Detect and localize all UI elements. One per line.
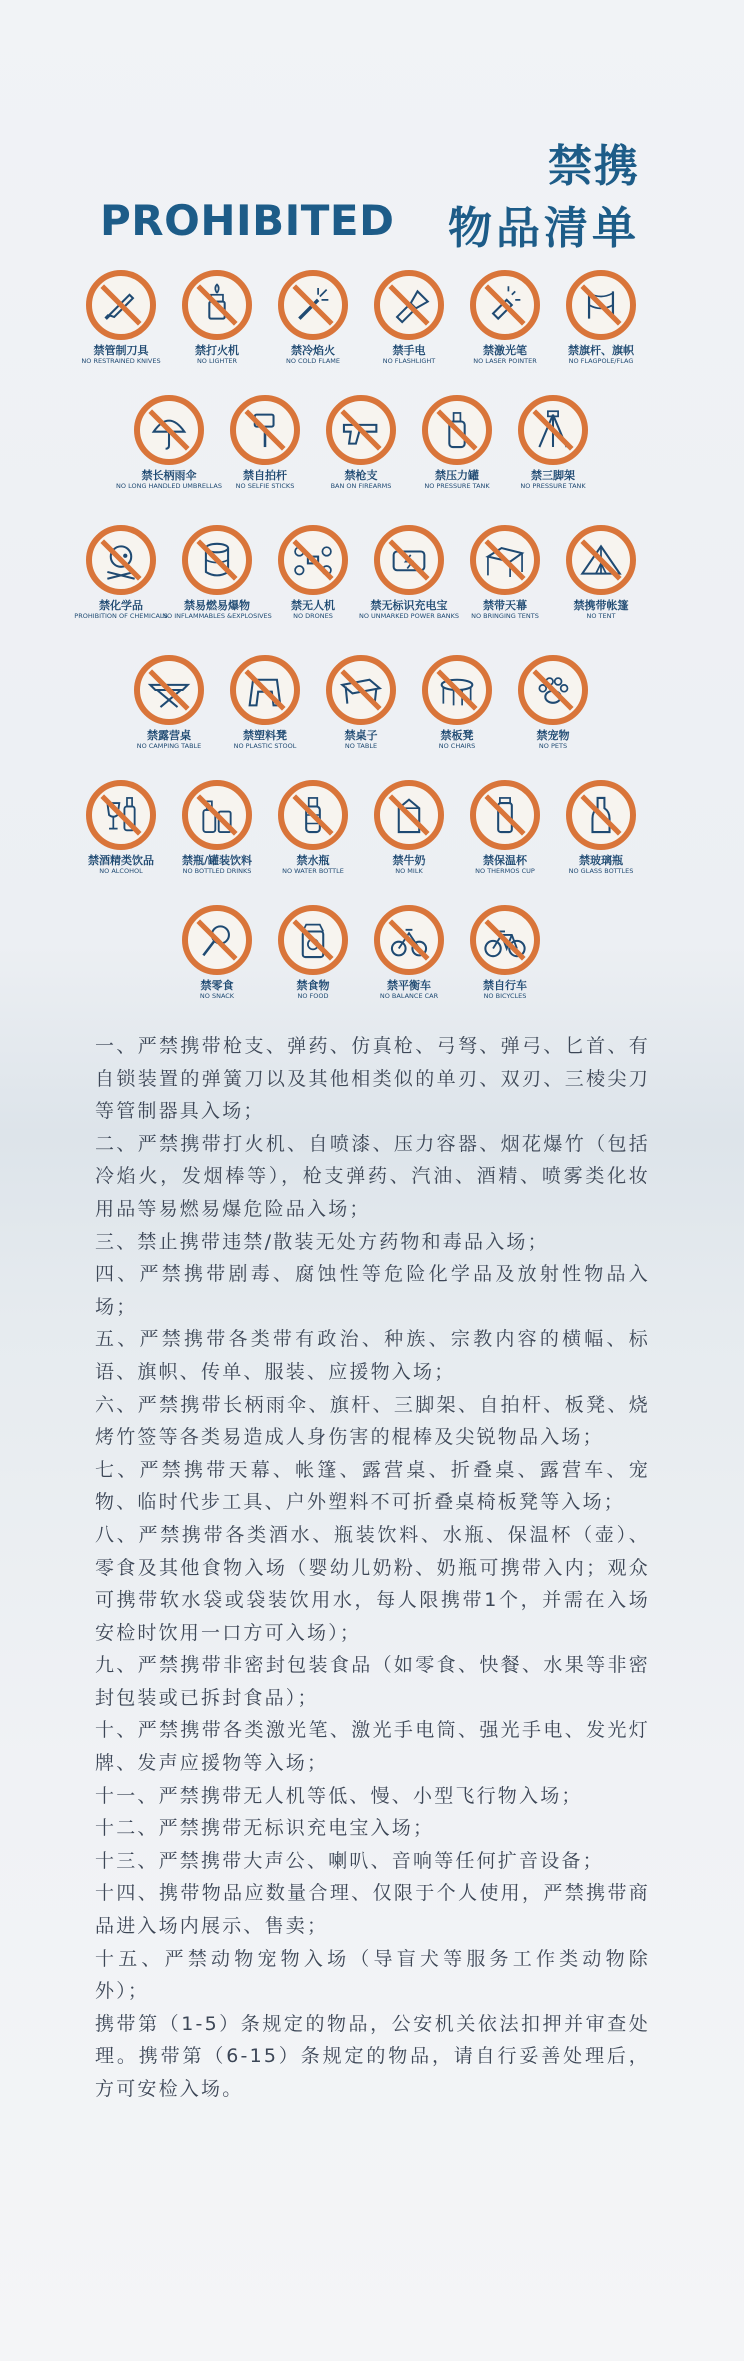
item-label-cn: 禁长柄雨伞 xyxy=(141,469,197,482)
page-title-en: PROHIBITED xyxy=(100,196,395,245)
prohibited-item xyxy=(162,270,272,365)
item-label-en: NO LIGHTER xyxy=(196,357,238,365)
item-label-en: NO PLASTIC STOOL xyxy=(233,742,297,750)
prohibited-item xyxy=(210,395,320,490)
item-label-en: NO WATER BOTTLE xyxy=(282,867,344,875)
prohibited-item xyxy=(306,655,416,750)
item-label-cn: 禁桌子 xyxy=(344,729,378,742)
bench-icon xyxy=(422,655,492,725)
item-label-en: NO LONG HANDLED UMBRELLAS xyxy=(116,482,222,490)
laser-pointer-icon xyxy=(470,270,540,340)
wine-icon xyxy=(86,780,156,850)
item-label-cn: 禁易燃易爆物 xyxy=(184,599,250,612)
prohibited-item xyxy=(210,655,320,750)
item-label-en: NO UNMARKED POWER BANKS xyxy=(359,612,459,620)
rule-paragraph: 十、严禁携带各类激光笔、激光手电筒、强光手电、发光灯牌、发声应援物等入场； xyxy=(95,1719,650,1775)
item-label-cn: 禁食物 xyxy=(296,979,330,992)
prohibited-item xyxy=(258,525,368,620)
prohibited-item xyxy=(450,905,560,1000)
item-label-cn: 禁板凳 xyxy=(440,729,474,742)
prohibited-item xyxy=(546,270,656,365)
flashlight-icon xyxy=(374,270,444,340)
item-label-en: NO BOTTLED DRINKS xyxy=(182,867,252,875)
prohibited-item xyxy=(66,270,176,365)
rule-paragraph: 七、严禁携带天幕、帐篷、露营桌、折叠桌、露营车、宠物、临时代步工具、户外塑料不可折叠桌椅板凳等入场； xyxy=(95,1458,650,1514)
table-icon xyxy=(326,655,396,725)
page-title-cn-line1: 禁携 xyxy=(548,141,640,192)
prohibited-item xyxy=(354,905,464,1000)
rule-paragraph: 六、严禁携带长柄雨伞、旗杆、三脚架、自拍杆、板凳、烧烤竹签等各类易造成人身伤害的棍棒及尖锐物品入场； xyxy=(95,1393,650,1449)
item-label-cn: 禁旗杆、旗帜 xyxy=(568,344,634,357)
item-label-cn: 禁手电 xyxy=(392,344,426,357)
item-label-en: PROHIBITION OF CHEMICALS xyxy=(74,612,168,620)
prohibited-item xyxy=(162,780,272,875)
prohibited-item xyxy=(450,780,560,875)
rule-paragraph: 九、严禁携带非密封包装食品（如零食、快餐、水果等非密封包装或已拆封食品）； xyxy=(95,1654,650,1709)
item-label-cn: 禁保温杯 xyxy=(483,854,527,867)
header xyxy=(0,0,744,260)
rule-paragraph: 八、严禁携带各类酒水、瓶装饮料、水瓶、保温杯（壶）、零食及其他食物入场（婴幼儿奶粉、奶瓶可携带入内；观众可携带软水袋或袋装饮用水，每人限携带1个，并需在入场安检时饮用一口方可入场）； xyxy=(95,1523,650,1644)
rule-paragraph: 十一、严禁携带无人机等低、慢、小型飞行物入场； xyxy=(95,1784,583,1807)
item-label-en: NO GLASS BOTTLES xyxy=(568,867,634,875)
flag-icon xyxy=(566,270,636,340)
item-label-cn: 禁无标识充电宝 xyxy=(370,599,448,612)
bottled-drink-icon xyxy=(182,780,252,850)
selfie-stick-icon xyxy=(230,395,300,465)
item-label-cn: 禁水瓶 xyxy=(296,854,330,867)
item-label-en: NO BICYCLES xyxy=(483,992,527,1000)
item-label-en: NO CHAIRS xyxy=(438,742,476,750)
rule-paragraph: 十四、携带物品应数量合理、仅限于个人使用，严禁携带商品进入场内展示、售卖； xyxy=(95,1882,650,1938)
power-bank-icon xyxy=(374,525,444,595)
item-label-en: NO MILK xyxy=(395,867,423,875)
item-label-en: NO BRINGING TENTS xyxy=(471,612,539,620)
prohibited-item xyxy=(402,655,512,750)
item-label-en: NO COLD FLAME xyxy=(285,357,341,365)
snack-icon xyxy=(182,905,252,975)
water-bottle-icon xyxy=(278,780,348,850)
item-label-en: NO BALANCE CAR xyxy=(379,992,439,1000)
rule-paragraph: 十二、严禁携带无标识充电宝入场； xyxy=(95,1817,435,1840)
prohibited-item xyxy=(450,270,560,365)
prohibited-item xyxy=(498,395,608,490)
prohibited-item xyxy=(306,395,416,490)
rule-paragraph: 四、严禁携带剧毒、腐蚀性等危险化学品及放射性物品入场； xyxy=(95,1263,650,1318)
prohibited-item xyxy=(354,780,464,875)
balance-car-icon xyxy=(374,905,444,975)
item-label-cn: 禁携带帐篷 xyxy=(573,599,629,612)
prohibited-item xyxy=(546,780,656,875)
skull-icon xyxy=(86,525,156,595)
item-label-en: NO PETS xyxy=(538,742,568,750)
prohibited-item xyxy=(66,780,176,875)
item-label-cn: 禁露营桌 xyxy=(147,729,191,742)
item-label-en: NO RESTRAINED KNIVES xyxy=(81,357,161,365)
plastic-stool-icon xyxy=(230,655,300,725)
item-label-cn: 禁自行车 xyxy=(483,979,527,992)
rule-paragraph: 一、严禁携带枪支、弹药、仿真枪、弓弩、弹弓、匕首、有自锁装置的弹簧刀以及其他相类似的单刃、双刃、三棱尖刀等管制器具入场； xyxy=(95,1035,650,1123)
item-label-cn: 禁玻璃瓶 xyxy=(579,854,623,867)
pressure-can-icon xyxy=(422,395,492,465)
gun-icon xyxy=(326,395,396,465)
item-label-en: NO PRESSURE TANK xyxy=(424,482,490,490)
glass-bottle-icon xyxy=(566,780,636,850)
rule-paragraph: 十五、严禁动物宠物入场（导盲犬等服务工作类动物除外）； xyxy=(95,1947,650,2003)
tripod-icon xyxy=(518,395,588,465)
item-label-cn: 禁三脚架 xyxy=(531,469,575,482)
prohibited-item xyxy=(114,395,224,490)
item-label-cn: 禁打火机 xyxy=(195,344,239,357)
item-label-cn: 禁管制刀具 xyxy=(93,344,149,357)
lighter-icon xyxy=(182,270,252,340)
item-label-en: NO THERMOS CUP xyxy=(475,867,535,875)
prohibited-item xyxy=(498,655,608,750)
drone-icon xyxy=(278,525,348,595)
page-title-cn-line2: 物品清单 xyxy=(448,203,640,254)
knife-icon xyxy=(86,270,156,340)
item-label-cn: 禁带天幕 xyxy=(483,599,527,612)
item-label-cn: 禁瓶/罐装饮料 xyxy=(181,854,253,867)
item-label-en: NO TABLE xyxy=(344,742,378,750)
item-label-cn: 禁冷焰火 xyxy=(291,344,335,357)
item-label-en: NO FLAGPOLE/FLAG xyxy=(568,357,634,365)
prohibited-item xyxy=(402,395,512,490)
item-label-en: NO SNACK xyxy=(199,992,235,1000)
prohibited-item xyxy=(162,525,272,620)
item-label-en: NO PRESSURE TANK xyxy=(520,482,586,490)
item-label-en: BAN ON FIREARMS xyxy=(330,482,392,490)
cold-flame-icon xyxy=(278,270,348,340)
item-label-cn: 禁无人机 xyxy=(291,599,335,612)
paw-icon xyxy=(518,655,588,725)
item-label-cn: 禁化学品 xyxy=(99,599,143,612)
food-icon xyxy=(278,905,348,975)
prohibited-item xyxy=(258,270,368,365)
prohibited-item xyxy=(66,525,176,620)
barrel-icon xyxy=(182,525,252,595)
rule-paragraph: 三、禁止携带违禁/散装无处方药物和毒品入场； xyxy=(95,1230,549,1253)
umbrella-icon xyxy=(134,395,204,465)
item-label-cn: 禁压力罐 xyxy=(435,469,479,482)
item-label-cn: 禁宠物 xyxy=(536,729,570,742)
prohibited-item xyxy=(162,905,272,1000)
camping-table-icon xyxy=(134,655,204,725)
item-label-en: NO FOOD xyxy=(297,992,329,1000)
prohibited-item xyxy=(546,525,656,620)
prohibited-item xyxy=(354,270,464,365)
item-label-cn: 禁塑料凳 xyxy=(243,729,287,742)
prohibited-item xyxy=(258,905,368,1000)
rules-list xyxy=(95,1030,650,2106)
rule-paragraph: 五、严禁携带各类带有政治、种族、宗教内容的横幅、标语、旗帜、传单、服装、应援物入场； xyxy=(95,1328,650,1383)
milk-icon xyxy=(374,780,444,850)
item-label-cn: 禁枪支 xyxy=(344,469,378,482)
prohibited-item xyxy=(258,780,368,875)
item-label-cn: 禁激光笔 xyxy=(483,344,527,357)
item-label-cn: 禁酒精类饮品 xyxy=(88,854,154,867)
item-label-cn: 禁自拍杆 xyxy=(243,469,287,482)
item-label-en: NO INFLAMMABLES &EXPLOSIVES xyxy=(162,612,272,620)
bicycle-icon xyxy=(470,905,540,975)
item-label-en: NO DRONES xyxy=(293,612,333,620)
item-label-cn: 禁牛奶 xyxy=(392,854,426,867)
item-label-en: NO FLASHLIGHT xyxy=(382,357,436,365)
thermos-icon xyxy=(470,780,540,850)
tent-icon xyxy=(566,525,636,595)
item-label-en: NO SELFIE STICKS xyxy=(235,482,295,490)
rule-paragraph: 二、严禁携带打火机、自喷漆、压力容器、烟花爆竹（包括冷焰火，发烟棒等），枪支弹药、汽油、酒精、喷雾类化妆用品等易燃易爆危险品入场； xyxy=(95,1132,650,1220)
item-label-en: NO LASER POINTER xyxy=(473,357,537,365)
item-label-en: NO ALCOHOL xyxy=(99,867,143,875)
rule-paragraph: 携带第（1-5）条规定的物品，公安机关依法扣押并审查处理。携带第（6-15）条规定的物品，请自行妥善处理后，方可安检入场。 xyxy=(95,2012,650,2100)
item-label-cn: 禁零食 xyxy=(200,979,234,992)
prohibited-item xyxy=(354,525,464,620)
item-label-cn: 禁平衡车 xyxy=(387,979,431,992)
prohibited-item xyxy=(114,655,224,750)
prohibited-item xyxy=(450,525,560,620)
canopy-icon xyxy=(470,525,540,595)
item-label-en: NO CAMPING TABLE xyxy=(136,742,202,750)
rule-paragraph: 十三、严禁携带大声公、喇叭、音响等任何扩音设备； xyxy=(95,1849,604,1872)
item-label-en: NO TENT xyxy=(586,612,616,620)
